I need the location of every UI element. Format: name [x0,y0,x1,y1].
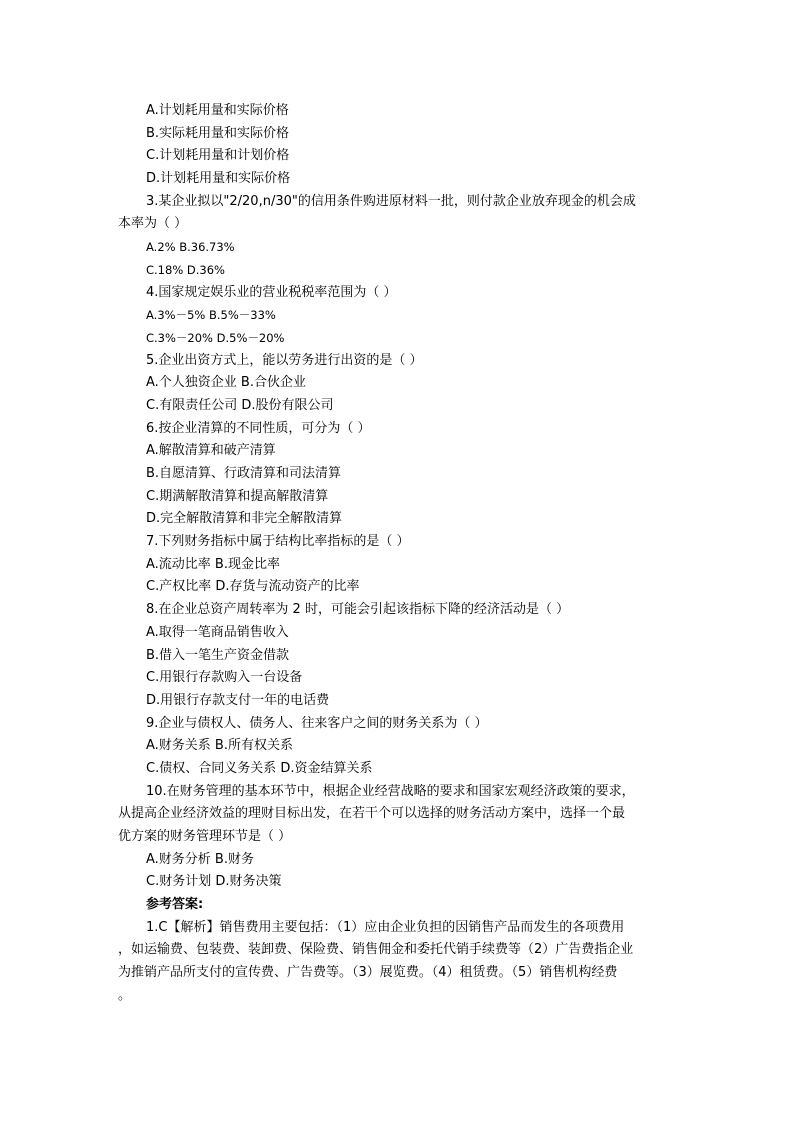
q6-option-b: B.自愿清算、行政清算和司法清算 [146,466,342,481]
q8-stem: 8.在企业总资产周转率为 2 时，可能会引起该指标下降的经济活动是（ ） [146,602,570,618]
q8-option-c: C.用银行存款购入一台设备 [146,670,303,686]
q3-options-cd: C.18% D.36% [146,262,225,277]
q10-options-cd: C.财务计划 D.财务决策 [146,874,282,890]
q10-stem-line1: 10.在财务管理的基本环节中，根据企业经营战略的要求和国家宏观经济政策的要求， [146,783,635,799]
answer-1-line1: 1.C【解析】销售费用主要包括：（1）应由企业负担的因销售产品而发生的各项费用 [146,919,625,935]
q2-option-c: C.计划耗用量和计划价格 [146,148,290,164]
q6-option-d: D.完全解散清算和非完全解散清算 [146,511,343,527]
answer-1-line4: 。 [118,987,132,1003]
q3-stem-line1: 3.某企业拟以"2/20,n/30"的信用条件购进原材料一批，则付款企业放弃现金的机会成 [146,193,636,209]
q6-option-c: C.期满解散清算和提高解散清算 [146,488,329,504]
q8-option-d: D.用银行存款支付一年的电话费 [146,692,330,708]
q9-stem: 9.企业与债权人、债务人、往来客户之间的财务关系为（ ） [146,715,488,731]
answer-1-line3: 为推销产品所支付的宣传费、广告费等。（3）展览费。（4）租赁费。（5）销售机构经费 [118,965,618,981]
document-content [118,100,676,1008]
q10-stem-line2: 从提高企业经济效益的理财目标出发，在若干个可以选择的财务活动方案中，选择一个最 [118,806,626,822]
answers-heading: 参考答案: [146,897,204,913]
answer-1-line2: ，如运输费、包装费、装卸费、保险费、销售佣金和委托代销手续费等（2）广告费指企业 [118,942,634,958]
q4-options-ab: A.3%－5% B.5%－33% [146,308,276,323]
q8-option-a: A.取得一笔商品销售收入 [146,624,289,640]
q6-option-a: A.解散清算和破产清算 [146,443,276,459]
q10-stem-line3: 优方案的财务管理环节是（ ） [118,829,292,844]
q7-options-cd: C.产权比率 D.存货与流动资产的比率 [146,579,360,595]
q4-options-cd: C.3%－20% D.5%－20% [146,330,285,345]
q2-option-b: B.实际耗用量和实际价格 [146,125,290,141]
q4-stem: 4.国家规定娱乐业的营业税税率范围为（ ） [146,284,397,300]
q3-options-ab: A.2% B.36.73% [146,240,235,255]
q10-options-ab: A.财务分析 B.财务 [146,851,254,867]
q6-stem: 6.按企业清算的不同性质，可分为（ ） [146,420,371,436]
q9-options-cd: C.债权、合同义务关系 D.资金结算关系 [146,760,373,776]
q2-option-d: D.计划耗用量和实际价格 [146,171,291,187]
q5-stem: 5.企业出资方式上，能以劳务进行出资的是（ ） [146,352,423,368]
q9-options-ab: A.财务关系 B.所有权关系 [146,738,293,754]
q2-option-a: A.计划耗用量和实际价格 [146,103,289,118]
q3-stem-line2: 本率为（ ） [118,216,188,232]
q7-stem: 7.下列财务指标中属于结构比率指标的是（ ） [146,534,410,550]
q7-options-ab: A.流动比率 B.现金比率 [146,556,280,572]
q5-options-cd: C.有限责任公司 D.股份有限公司 [146,397,334,413]
q5-options-ab: A.个人独资企业 B.合伙企业 [146,375,306,391]
q8-option-b: B.借入一笔生产资金借款 [146,647,290,663]
